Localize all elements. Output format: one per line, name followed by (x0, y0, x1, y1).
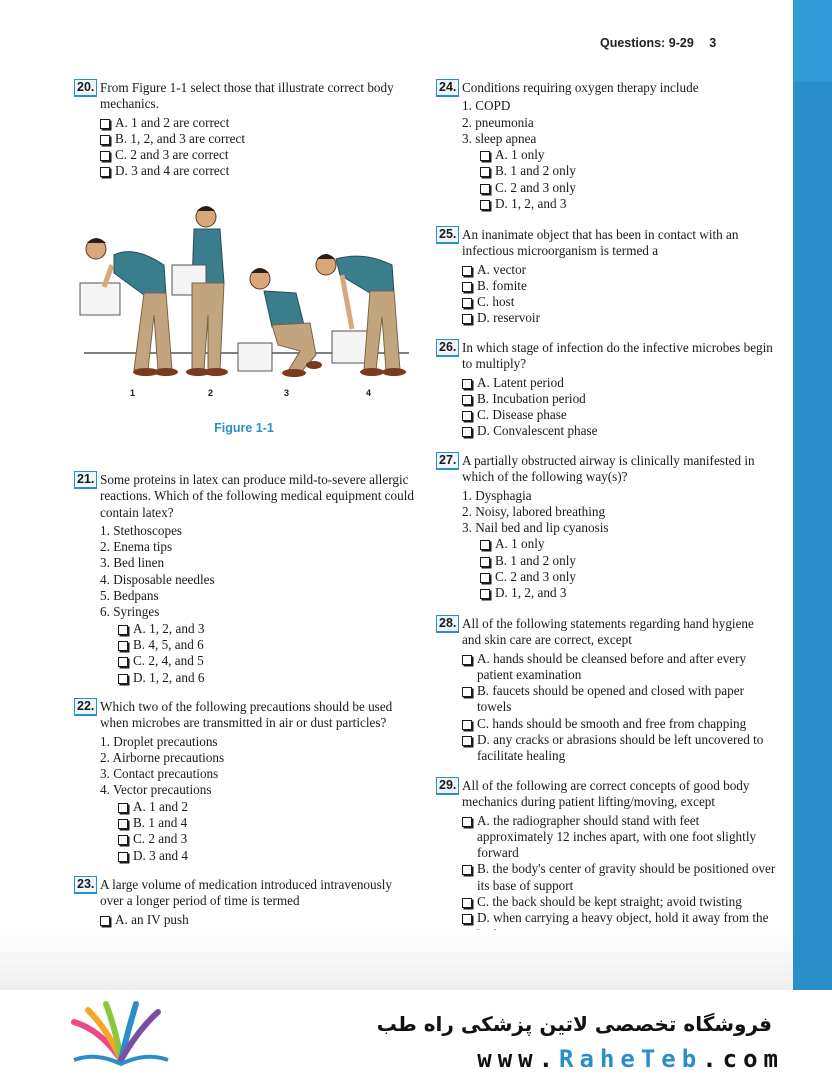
list-item: 4. Vector precautions (100, 782, 212, 798)
answer-option[interactable]: C. Disease phase (462, 407, 776, 423)
checkbox-icon[interactable] (480, 557, 490, 567)
question-20 (74, 80, 414, 180)
answer-option[interactable]: C. the back should be kept straight; avoid twisting (462, 894, 776, 910)
list-item: 5. Bedpans (100, 588, 159, 604)
header-section: Questions: 9-29 (600, 36, 694, 50)
list-item: 1. Stethoscopes (100, 522, 183, 538)
question-text: A large volume of medication introduced intravenously over a longer period of time is termed (100, 877, 393, 909)
checkbox-icon[interactable] (480, 540, 490, 550)
checkbox-icon[interactable] (462, 687, 472, 697)
answer-option[interactable]: A. hands should be cleansed before and after every patient examination (462, 651, 776, 684)
answer-option[interactable]: C. hands should be smooth and free from chapping (462, 716, 776, 732)
question-number: 26. (436, 339, 459, 357)
checkbox-icon[interactable] (480, 200, 490, 210)
checkbox-icon[interactable] (100, 916, 110, 926)
question-26 (436, 340, 776, 440)
checkbox-icon[interactable] (462, 395, 472, 405)
list-item: 3. Contact precautions (100, 766, 219, 782)
answer-option[interactable]: D. 3 and 4 are correct (100, 163, 414, 179)
figure-label: 2 (208, 388, 214, 398)
page-number: 3 (709, 36, 717, 50)
list-item: 1. Droplet precautions (100, 733, 218, 749)
question-number: 22. (74, 698, 97, 716)
person-2-standing (172, 206, 228, 376)
answer-option[interactable]: C. 2 and 3 are correct (100, 147, 414, 163)
list-item: 2. pneumonia (462, 114, 534, 130)
question-24 (436, 80, 776, 212)
person-3-squatting (238, 268, 322, 377)
list-item: 1. COPD (462, 98, 511, 114)
page-edge-tab (793, 0, 832, 1079)
question-number: 28. (436, 615, 459, 633)
checkbox-icon[interactable] (118, 803, 128, 813)
question-number: 27. (436, 452, 459, 470)
question-text: All of the following statements regarding hand hygiene and skin care are correct, except (462, 616, 754, 648)
checkbox-icon[interactable] (480, 589, 490, 599)
answer-option[interactable]: D. when carrying a heavy object, hold it away from the (462, 910, 776, 943)
answer-option[interactable]: A. Latent period (462, 375, 776, 391)
answer-option[interactable]: A. 1 only (480, 536, 776, 552)
answer-option[interactable]: A. 1, 2, and 3 (118, 621, 414, 637)
list-item: 3. sleep apnea (462, 130, 537, 146)
question-number: 23. (74, 876, 97, 894)
running-header (600, 36, 716, 50)
question-text: An inanimate object that has been in contact with an infectious microorganism is termed a (462, 227, 739, 259)
list-item: 2. Noisy, labored breathing (462, 503, 606, 519)
checkbox-icon[interactable] (462, 314, 472, 324)
checkbox-icon[interactable] (462, 865, 472, 875)
answer-option[interactable]: C. 2, 4, and 5 (118, 653, 414, 669)
question-number: 29. (436, 777, 459, 795)
question-28 (436, 616, 776, 765)
list-item: 3. Bed linen (100, 555, 165, 571)
figure-label: 1 (130, 388, 136, 398)
answer-option[interactable]: B. 1 and 2 only (480, 553, 776, 569)
answer-option[interactable]: D. any cracks or abrasions should be left uncovered to facilitate healing (462, 732, 776, 765)
answer-option[interactable]: A. 1 only (480, 147, 776, 163)
checkbox-icon[interactable] (118, 852, 128, 862)
answer-option[interactable]: C. host (462, 294, 776, 310)
question-25 (436, 227, 776, 327)
question-21 (74, 472, 414, 686)
checkbox-icon[interactable] (462, 898, 472, 908)
checkbox-icon[interactable] (118, 674, 128, 684)
list-item: 4. Disposable needles (100, 571, 215, 587)
checkbox-icon[interactable] (100, 151, 110, 161)
question-text: In which stage of infection do the infective microbes begin to multiply? (462, 340, 773, 372)
checkbox-icon[interactable] (118, 641, 128, 651)
checkbox-icon[interactable] (462, 655, 472, 665)
question-number: 24. (436, 79, 459, 97)
question-number: 25. (436, 226, 459, 244)
checkbox-icon[interactable] (118, 835, 128, 845)
answer-option[interactable]: A. vector (462, 262, 776, 278)
answer-option[interactable]: C. 2 and 3 only (480, 569, 776, 585)
question-text: Which two of the following precautions should be used when microbes are transmitted in air or dust particles? (100, 699, 393, 731)
figure-label: 3 (284, 388, 290, 398)
answer-option[interactable]: B. Incubation period (462, 391, 776, 407)
checkbox-icon[interactable] (462, 736, 472, 746)
answer-option[interactable]: A. 1 and 2 (118, 799, 414, 815)
checkbox-icon[interactable] (100, 119, 110, 129)
list-item: 2. Airborne precautions (100, 749, 225, 765)
answer-option[interactable]: D. 1, 2, and 3 (480, 196, 776, 212)
checkbox-icon[interactable] (462, 817, 472, 827)
edge-tab-highlight (793, 0, 832, 82)
question-text: Conditions requiring oxygen therapy include (462, 80, 699, 95)
answer-option[interactable]: D. 1, 2, and 6 (118, 670, 414, 686)
checkbox-icon[interactable] (462, 282, 472, 292)
answer-option[interactable]: D. reservoir (462, 310, 776, 326)
figure-label: 4 (366, 388, 372, 398)
checkbox-icon[interactable] (118, 657, 128, 667)
answer-option[interactable]: A. an IV push (100, 912, 414, 928)
question-29 (436, 778, 776, 943)
answer-option[interactable]: A. the radiographer should stand with feet approximately 12 inches apart, with one foot slightly forward (462, 813, 776, 862)
question-number: 21. (74, 471, 97, 489)
checkbox-icon[interactable] (100, 135, 110, 145)
checkbox-icon[interactable] (462, 720, 472, 730)
watermark-footer (0, 990, 832, 1079)
lifting-illustration (74, 195, 414, 405)
question-text: All of the following are correct concepts of good body mechanics during patient lifting/moving, except (462, 778, 750, 810)
list-item: 6. Syringes (100, 604, 160, 620)
list-item: 2. Enema tips (100, 539, 173, 555)
checkbox-icon[interactable] (462, 411, 472, 421)
website-url[interactable]: www.RaheTeb.com (477, 1045, 784, 1073)
checkbox-icon[interactable] (480, 184, 490, 194)
checkbox-icon[interactable] (462, 379, 472, 389)
list-item: 1. Dysphagia (462, 487, 532, 503)
question-number: 20. (74, 79, 97, 97)
checkbox-icon[interactable] (462, 427, 472, 437)
question-text: A partially obstructed airway is clinically manifested in which of the following way(s)? (462, 453, 755, 485)
answer-option[interactable]: B. 4, 5, and 6 (118, 637, 414, 653)
answer-option[interactable]: D. 3 and 4 (118, 848, 414, 864)
list-item: 3. Nail bed and lip cyanosis (462, 520, 609, 536)
checkbox-icon[interactable] (118, 625, 128, 635)
book-logo-icon (66, 1000, 176, 1072)
answer-option[interactable]: B. 1 and 4 (118, 815, 414, 831)
page-bottom-shade (0, 930, 793, 990)
checkbox-icon[interactable] (480, 167, 490, 177)
answer-option[interactable]: D. Convalescent phase (462, 423, 776, 439)
answer-option[interactable]: C. 2 and 3 only (480, 180, 776, 196)
checkbox-icon[interactable] (100, 167, 110, 177)
checkbox-icon[interactable] (480, 151, 490, 161)
shop-name: فروشگاه تخصصی لاتین پزشکی راه طب (376, 1012, 772, 1036)
answer-option[interactable]: D. 1, 2, and 3 (480, 585, 776, 601)
person-1-bent-waist (80, 238, 178, 376)
question-27 (436, 453, 776, 602)
figure-body-mechanics (74, 195, 414, 445)
checkbox-icon[interactable] (462, 914, 472, 924)
checkbox-icon[interactable] (480, 573, 490, 583)
answer-option[interactable]: B. 1, 2, and 3 are correct (100, 131, 414, 147)
answer-option[interactable]: B. the body's center of gravity should be positioned over its base of support (462, 861, 776, 894)
answer-option[interactable]: C. 2 and 3 (118, 831, 414, 847)
question-text: From Figure 1-1 select those that illustrate correct body mechanics. (100, 80, 394, 112)
question-text: Some proteins in latex can produce mild-to-severe allergic reactions. Which of the following medical equipment could contain latex? (100, 472, 414, 520)
answer-option[interactable]: A. 1 and 2 are correct (100, 115, 414, 131)
checkbox-icon[interactable] (462, 266, 472, 276)
checkbox-icon[interactable] (118, 819, 128, 829)
answer-option[interactable]: B. 1 and 2 only (480, 163, 776, 179)
checkbox-icon[interactable] (462, 298, 472, 308)
edge-tab-bar (793, 0, 832, 990)
question-22 (74, 699, 414, 864)
person-4-bent-reach (316, 254, 406, 376)
answer-option[interactable]: B. faucets should be opened and closed with paper towels (462, 683, 776, 716)
answer-option[interactable]: B. fomite (462, 278, 776, 294)
figure-caption: Figure 1-1 (214, 421, 274, 435)
